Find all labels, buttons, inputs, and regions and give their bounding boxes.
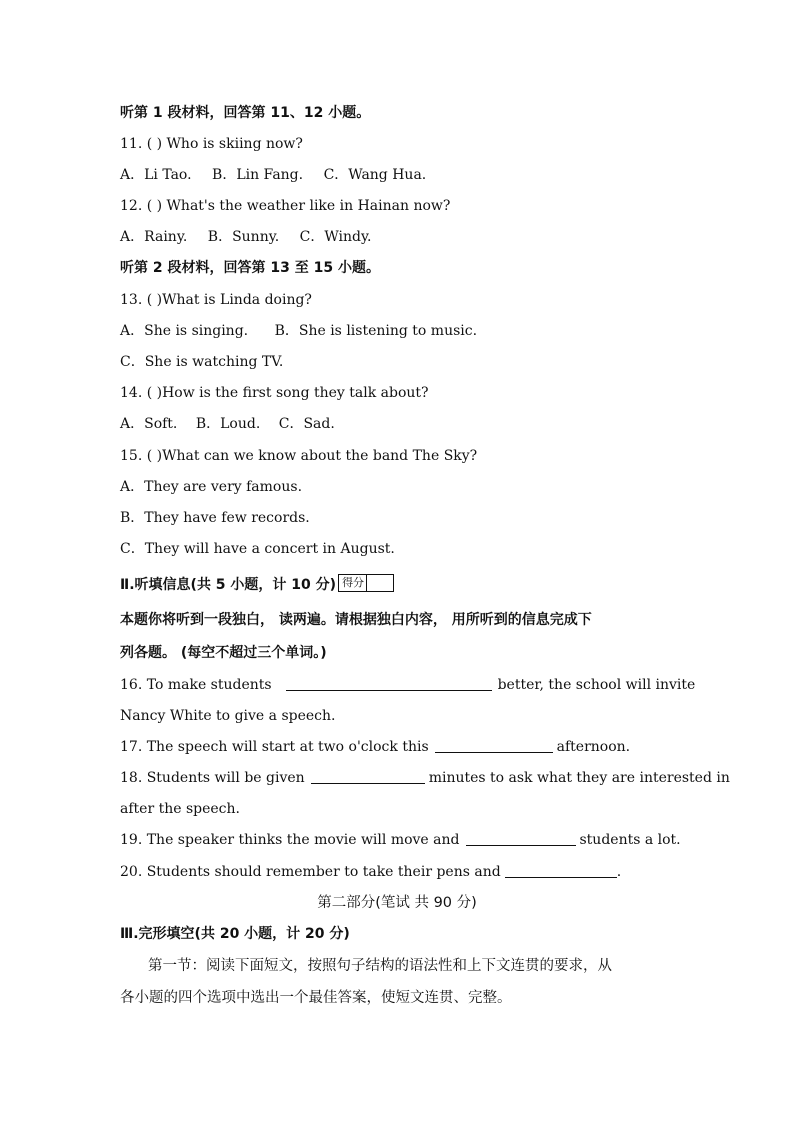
option-a: A．She is singing. (120, 323, 249, 339)
section-3-title: Ⅲ.完形填空(共 20 小题，计 20 分) (120, 926, 350, 942)
question-13: 13. ( )What is Linda doing? (120, 292, 312, 308)
option-b: B．Lin Fang. (212, 167, 304, 183)
option-15-c: C．They will have a concert in August. (120, 541, 395, 557)
answer-blank[interactable] (466, 831, 576, 846)
answer-blank[interactable] (435, 738, 553, 753)
options-12 (120, 228, 371, 246)
option-c: C．Windy. (299, 229, 372, 245)
answer-blank[interactable] (505, 863, 617, 878)
answer-blank[interactable] (286, 676, 492, 691)
option-c: C．Wang Hua. (323, 167, 427, 183)
instruction-part1: 听第 1 段材料，回答第 11、12 小题。 (120, 105, 371, 121)
score-label: 得分 (340, 575, 367, 591)
option-a: A．Li Tao. (120, 167, 192, 183)
instruction-part2: 听第 2 段材料，回答第 13 至 15 小题。 (120, 260, 380, 276)
section-2-instruction-1: 本题你将听到一段独白， 读两遍。请根据独白内容， 用所听到的信息完成下 (120, 612, 592, 628)
question-14: 14. ( )How is the first song they talk about? (120, 385, 429, 401)
options-13-ab (120, 322, 477, 340)
question-11: 11. ( ) Who is skiing now? (120, 136, 303, 152)
options-14 (120, 415, 335, 433)
score-box (338, 574, 394, 592)
question-16: 16. To make students better, the school will invite (120, 677, 696, 693)
option-c: C．Sad. (278, 416, 335, 432)
question-16-cont: Nancy White to give a speech. (120, 708, 336, 724)
part-2-heading: 第二部分(笔试 共 90 分) (317, 895, 477, 911)
question-17: 17. The speech will start at two o'clock this afternoon. (120, 739, 631, 755)
question-20: 20. Students should remember to take their pens and . (120, 864, 622, 880)
question-18: 18. Students will be given minutes to ask what they are interested in (120, 770, 730, 786)
option-13-c: C．She is watching TV. (120, 354, 284, 370)
option-15-a: A．They are very famous. (120, 479, 303, 495)
option-a: A．Soft. (120, 416, 178, 432)
section-2-instruction-2: 列各题。 (每空不超过三个单词。) (120, 645, 327, 661)
answer-blank[interactable] (311, 769, 425, 784)
question-12: 12. ( ) What's the weather like in Hainan now? (120, 198, 451, 214)
option-a: A．Rainy. (120, 229, 188, 245)
option-b: B．Loud. (195, 416, 261, 432)
question-15: 15. ( )What can we know about the band The Sky? (120, 448, 478, 464)
option-b: B．She is listening to music. (274, 323, 478, 339)
question-19: 19. The speaker thinks the movie will move and students a lot. (120, 832, 681, 848)
options-11 (120, 166, 426, 184)
option-15-b: B．They have few records. (120, 510, 310, 526)
question-18-cont: after the speech. (120, 801, 240, 817)
section-2-title: Ⅱ.听填信息(共 5 小题，计 10 分) 得分 (120, 574, 394, 594)
section-3-paragraph-1: 第一节：阅读下面短文，按照句子结构的语法性和上下文连贯的要求，从 (148, 958, 612, 974)
section-3-paragraph-2: 各小题的四个选项中选出一个最佳答案，使短文连贯、完整。 (120, 990, 512, 1006)
option-b: B．Sunny. (207, 229, 280, 245)
